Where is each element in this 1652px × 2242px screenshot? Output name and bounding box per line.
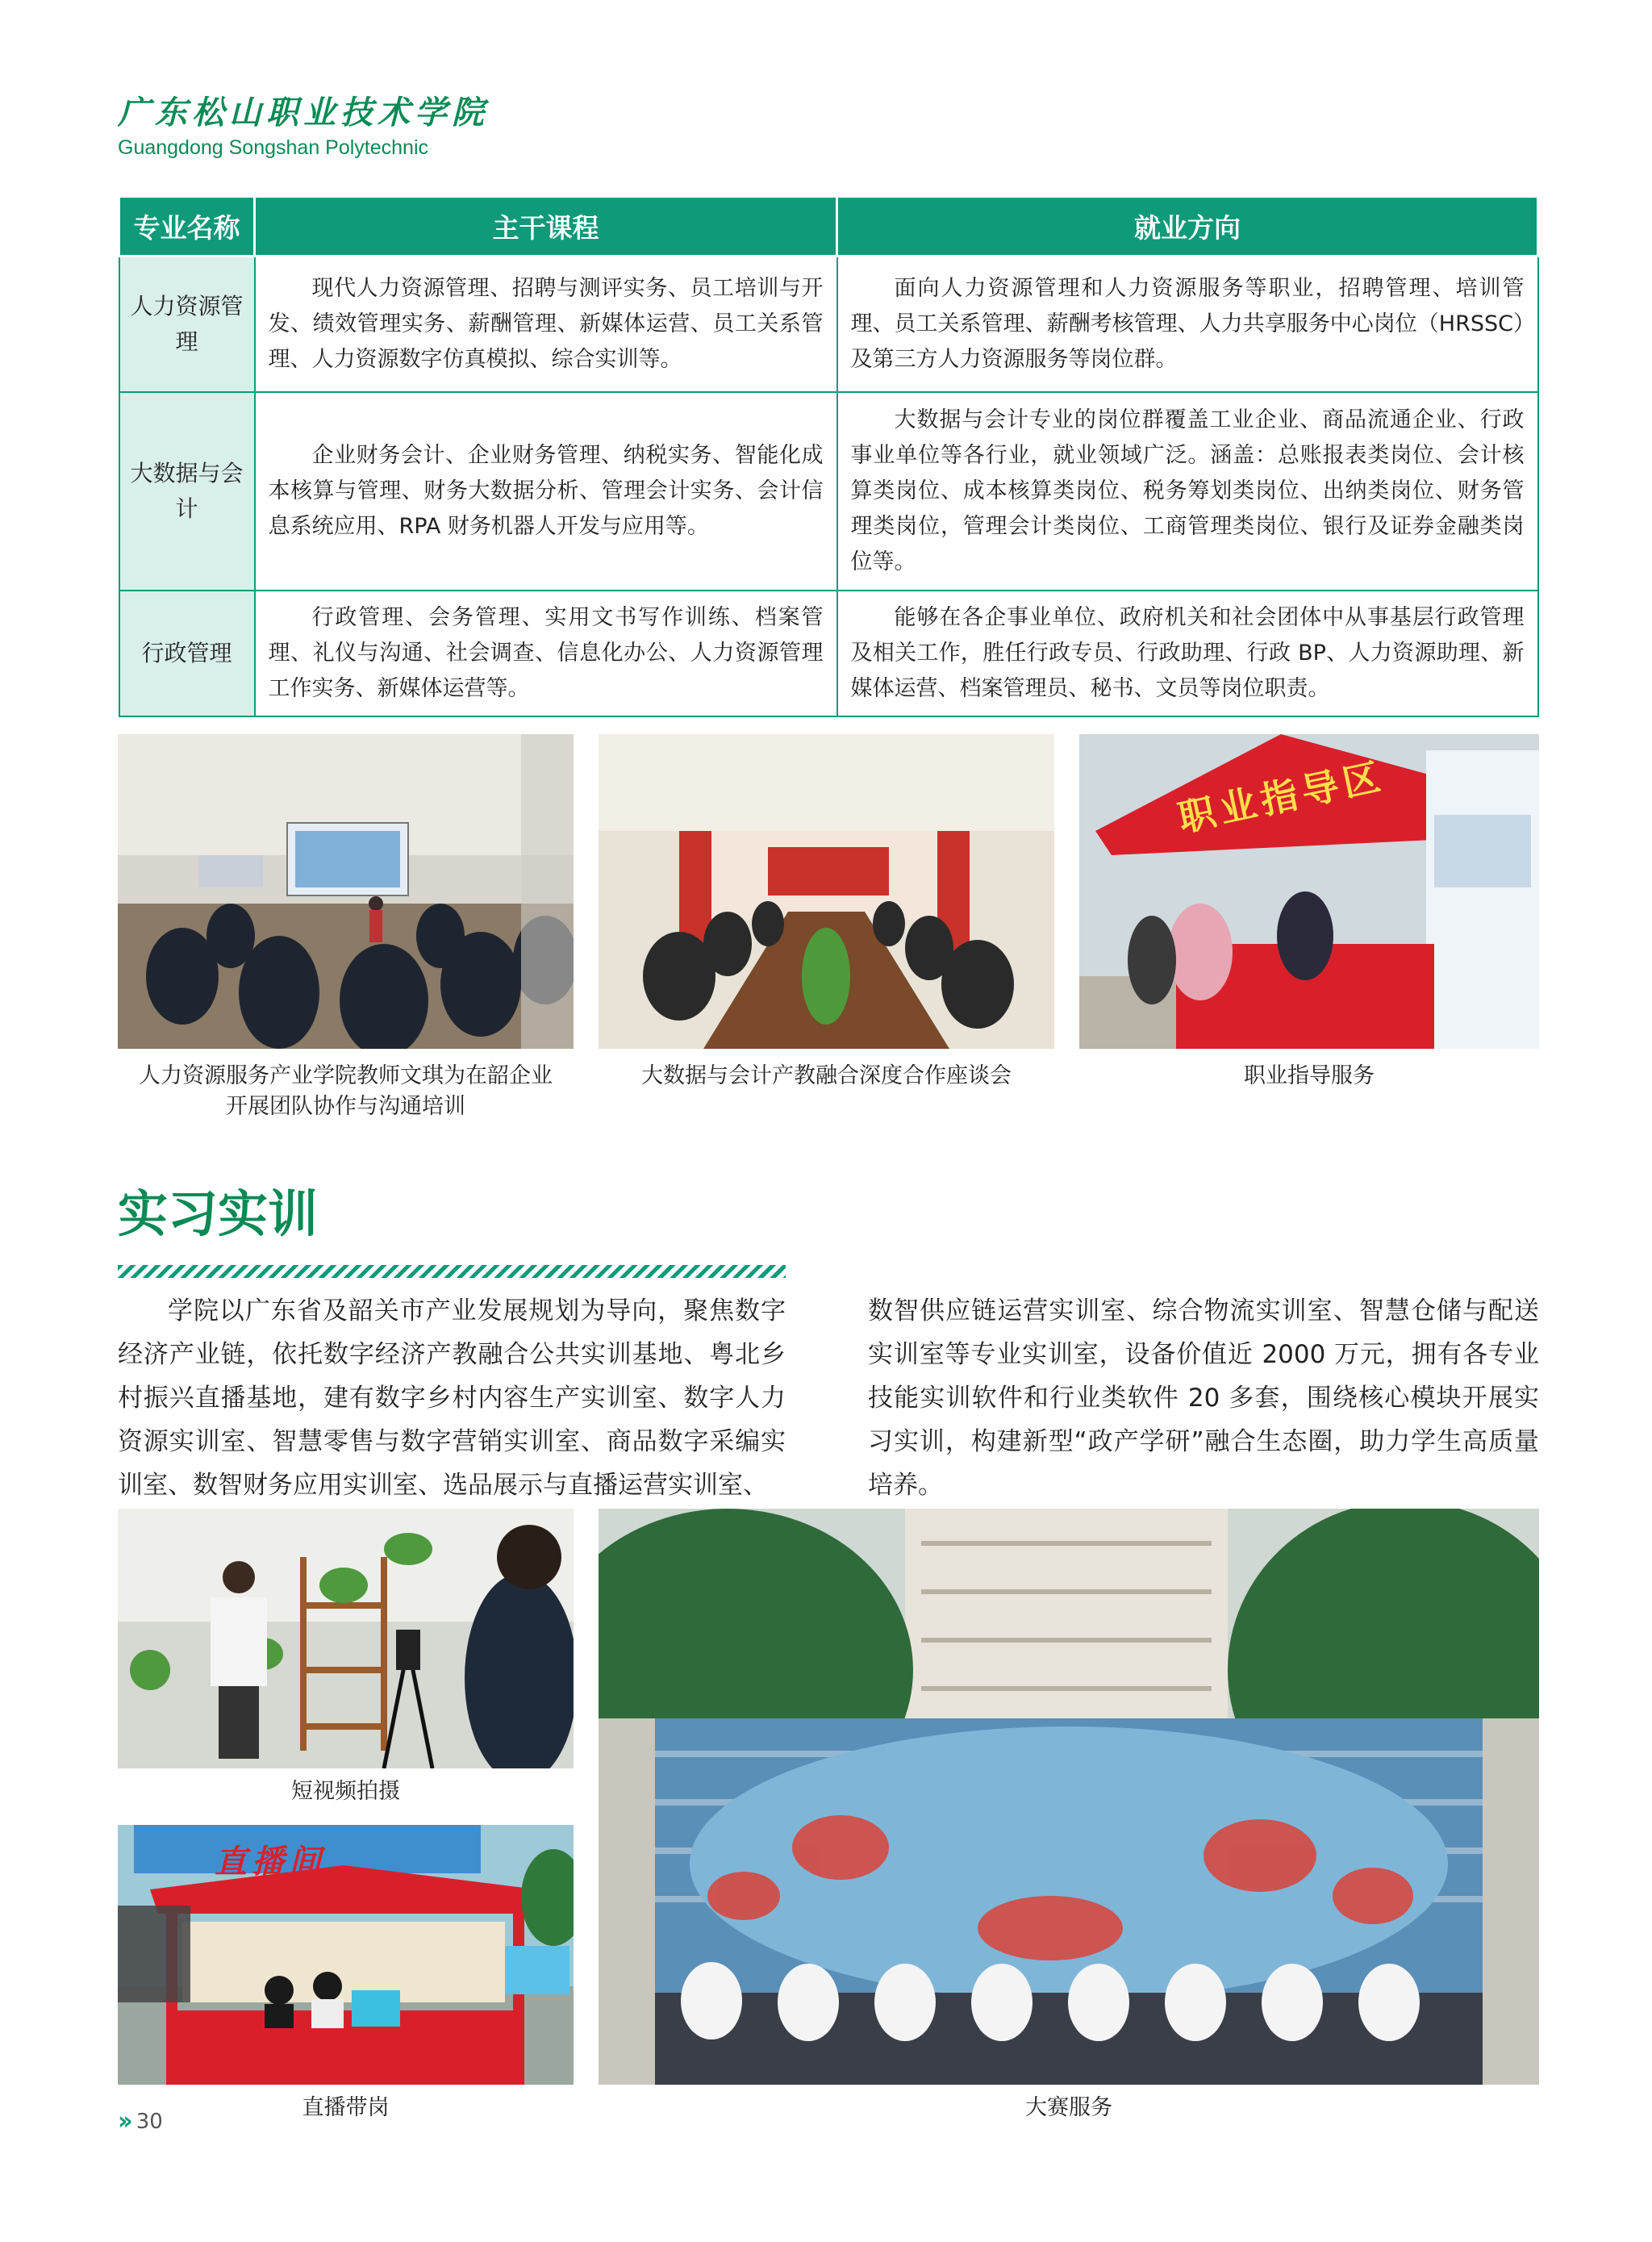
caption-competition-group: 大赛服务: [1025, 2095, 1112, 2120]
majors-table: [118, 195, 1539, 717]
caption-short-video-shooting: 短视频拍摄: [291, 1779, 400, 1804]
photo-competition-group: [599, 1509, 1539, 2085]
double-chevron-icon: ››: [118, 2107, 128, 2136]
table-row: [119, 392, 1538, 591]
photo-livestream-booth: [118, 1825, 574, 2085]
logo-english-name: Guangdong Songshan Polytechnic: [118, 136, 429, 159]
photo-training-classroom: [118, 734, 574, 1049]
career-cell: 面向人力资源管理和人力资源服务等职业，招聘管理、培训管理、员工关系管理、薪酬考核管理、人力共享服务中心岗位（HRSSC）及第三方人力资源服务等岗位群。: [837, 257, 1538, 392]
table-header-row: [119, 197, 1538, 257]
photo-short-video-shooting: [118, 1509, 574, 1768]
major-name-cell: 大数据与会计: [119, 392, 255, 591]
caption-training-classroom: 人力资源服务产业学院教师文琪为在韶企业开展团队协作与沟通培训: [139, 1063, 553, 1119]
section-divider: [118, 1265, 786, 1278]
page-number-text: 30: [136, 2109, 163, 2134]
career-guidance-banner: 职业指导区: [1174, 754, 1389, 841]
header-major-name: 专业名称: [119, 197, 255, 257]
caption-livestream-booth: 直播带岗: [302, 2095, 390, 2120]
section-title: 实习实训: [118, 1184, 319, 1243]
major-name-cell: 行政管理: [119, 591, 255, 716]
caption-cooperation-meeting: 大数据与会计产教融合深度合作座谈会: [641, 1063, 1012, 1088]
course-cell: 现代人力资源管理、招聘与测评实务、员工培训与开发、绩效管理实务、薪酬管理、新媒体运营、员工关系管理、人力资源数字仿真模拟、综合实训等。: [255, 257, 837, 392]
table-row: [119, 591, 1538, 716]
course-cell: 行政管理、会务管理、实用文书写作训练、档案管理、礼仪与沟通、社会调查、信息化办公、人力资源管理工作实务、新媒体运营等。: [255, 591, 837, 716]
table-row: [119, 257, 1538, 392]
paragraph-left: 学院以广东省及韶关市产业发展规划为导向，聚焦数字经济产业链，依托数字经济产教融合公共实训基地、粤北乡村振兴直播基地，建有数字乡村内容生产实训室、数字人力资源实训室、智慧零售与数字营销实训室、商品数字采编实训室、数智财务应用实训室、选品展示与直播运营实训室、: [118, 1296, 786, 1500]
logo-chinese-name: 广东松山职业技术学院: [118, 94, 489, 132]
livestream-banner: 直播间: [215, 1843, 326, 1881]
photo-career-guidance: [1079, 734, 1539, 1049]
major-name-cell: 人力资源管理: [119, 257, 255, 392]
photo-cooperation-meeting: [599, 734, 1054, 1049]
course-cell: 企业财务会计、企业财务管理、纳税实务、智能化成本核算与管理、财务大数据分析、管理会计实务、会计信息系统应用、RPA 财务机器人开发与应用等。: [255, 392, 837, 591]
caption-career-guidance: 职业指导服务: [1244, 1063, 1375, 1088]
school-logo: [118, 87, 489, 160]
header-career-direction: 就业方向: [837, 197, 1538, 257]
paragraph-right: 数智供应链运营实训室、综合物流实训室、智慧仓储与配送实训室等专业实训室，设备价值近 2000 万元，拥有各专业技能实训软件和行业类软件 20 多套，围绕核心模块开展实习实训，构建新型“政产学研”融合生态圈，助力学生高质量培养。: [868, 1296, 1539, 1500]
career-cell: 大数据与会计专业的岗位群覆盖工业企业、商品流通企业、行政事业单位等各行业，就业领域广泛。涵盖：总账报表类岗位、会计核算类岗位、成本核算类岗位、税务筹划类岗位、出纳类岗位、财务管理类岗位，管理会计类岗位、工商管理类岗位、银行及证券金融类岗位等。: [837, 392, 1538, 591]
header-core-courses: 主干课程: [255, 197, 837, 257]
page-number: [118, 2107, 163, 2136]
career-cell: 能够在各企事业单位、政府机关和社会团体中从事基层行政管理及相关工作，胜任行政专员、行政助理、行政 BP、人力资源助理、新媒体运营、档案管理员、秘书、文员等岗位职责。: [837, 591, 1538, 716]
